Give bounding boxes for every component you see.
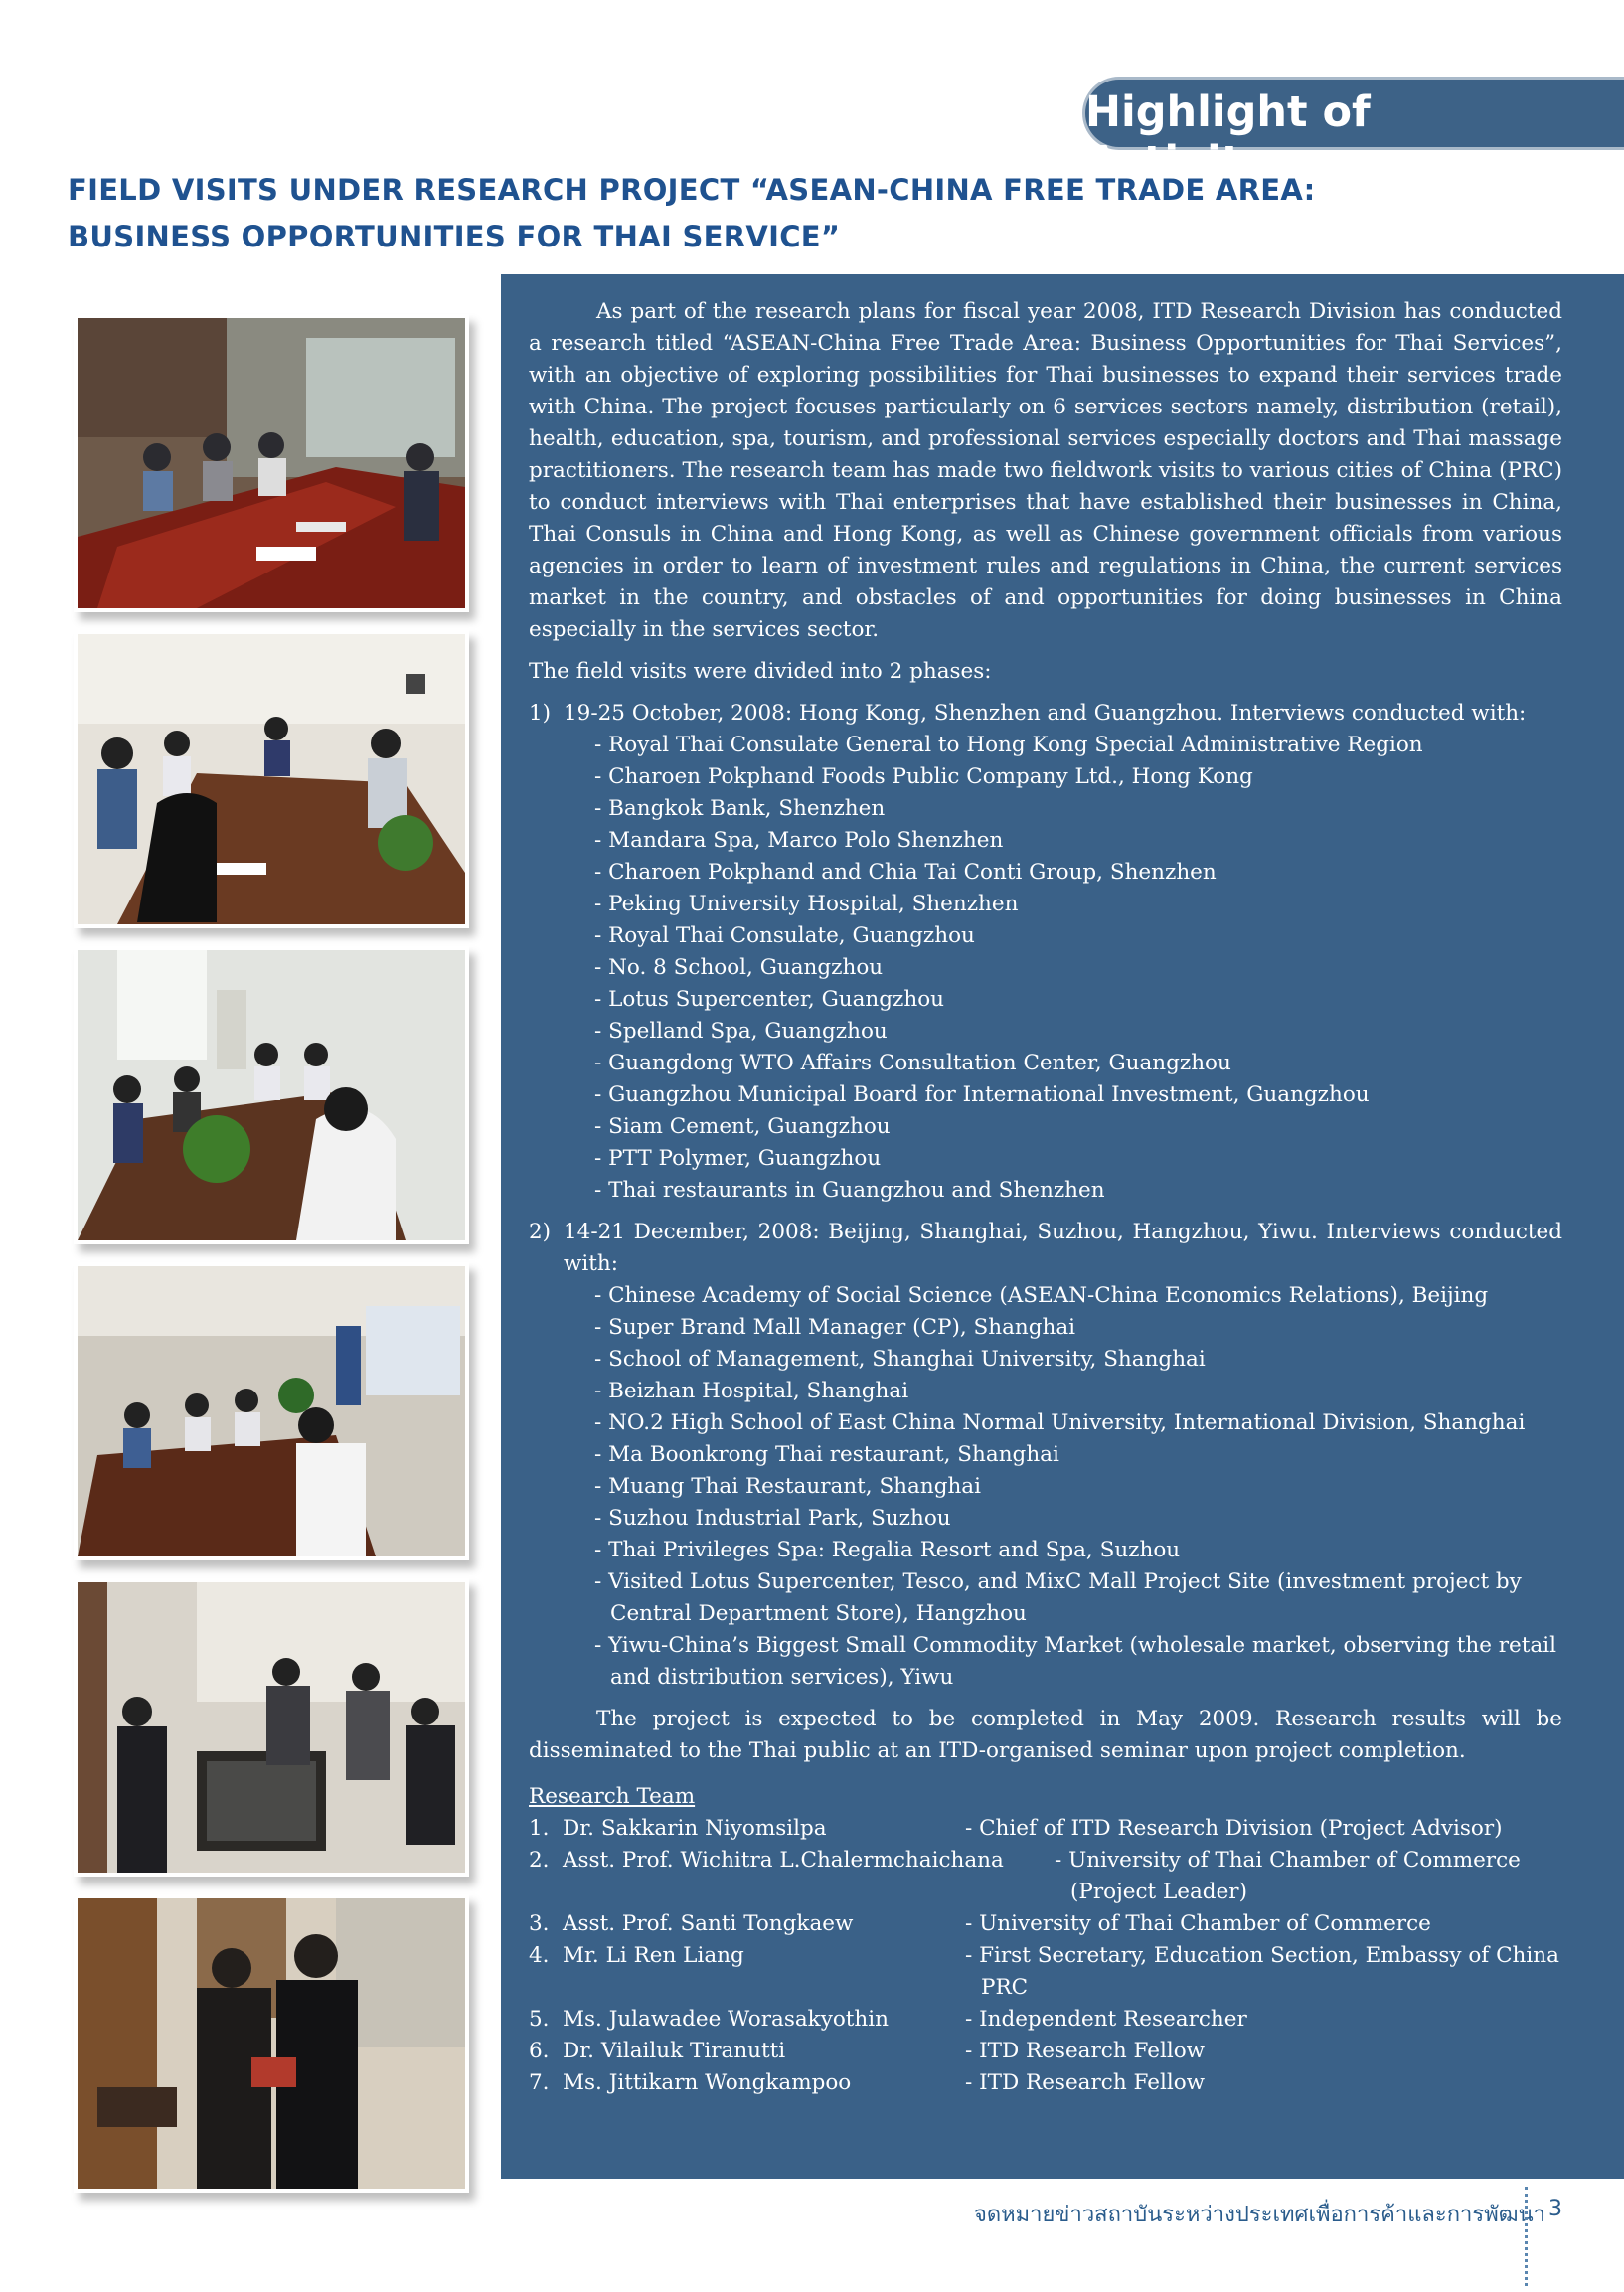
list-item: - Guangdong WTO Affairs Consultation Center, Guangzhou	[594, 1048, 1562, 1079]
list-item: - Suzhou Industrial Park, Suzhou	[594, 1503, 1562, 1535]
list-item: - Ma Boonkrong Thai restaurant, Shanghai	[594, 1439, 1562, 1471]
meeting-photo-6	[74, 1894, 469, 2193]
page-title-line-2: BUSINESS OPPORTUNITIES FOR THAI SERVICE”	[68, 220, 841, 253]
list-item: - Bangkok Bank, Shenzhen	[594, 793, 1562, 825]
list-item: - No. 8 School, Guangzhou	[594, 952, 1562, 984]
team-member-number: 7.	[529, 2070, 550, 2095]
phase-1-text: 19-25 October, 2008: Hong Kong, Shenzhen and Guangzhou. Interviews conducted with:	[564, 701, 1527, 726]
phase-1-number: 1)	[529, 701, 552, 726]
phase-2-text: 14-21 December, 2008: Beijing, Shanghai, Suzhou, Hangzhou, Yiwu. Interviews conducted with:	[564, 1220, 1562, 1276]
meeting-photo-1	[74, 314, 469, 612]
team-member-number: 5.	[529, 2007, 550, 2032]
list-item: - Peking University Hospital, Shenzhen	[594, 889, 1562, 920]
team-member-role: - ITD Research Fellow	[965, 2036, 1562, 2067]
research-team-heading: Research Team	[529, 1784, 696, 1809]
section-header-tab	[1085, 80, 1624, 187]
team-member-name: Asst. Prof. Wichitra L.Chalermchaichana	[563, 1848, 1004, 1873]
meeting-photo-4	[74, 1262, 469, 1560]
list-item: - Spelland Spa, Guangzhou	[594, 1016, 1562, 1048]
meeting-photo-3	[74, 946, 469, 1244]
conclusion-paragraph: The project is expected to be completed in May 2009. Research results will be disseminated to the Thai public at an ITD-organised seminar upon project completion.	[529, 1707, 1562, 1763]
list-item: - Royal Thai Consulate General to Hong Kong Special Administrative Region	[594, 730, 1562, 761]
team-member-number: 6.	[529, 2039, 550, 2063]
list-item: - PTT Polymer, Guangzhou	[594, 1143, 1562, 1175]
list-item: - Charoen Pokphand and Chia Tai Conti Group, Shenzhen	[594, 857, 1562, 889]
phase-2-number: 2)	[529, 1220, 552, 1244]
page-title	[68, 167, 1459, 260]
list-item: - Siam Cement, Guangzhou	[594, 1111, 1562, 1143]
team-member-row	[529, 1940, 1562, 2004]
list-item: - Visited Lotus Supercenter, Tesco, and MixC Mall Project Site (investment project by Central Department Store), Hangzhou	[594, 1566, 1562, 1630]
team-member-role: - First Secretary, Education Section, Embassy of China PRC	[965, 1940, 1562, 2004]
footer-divider	[1525, 2187, 1528, 2286]
team-member-row	[529, 1813, 1562, 1845]
team-member-role: - University of Thai Chamber of Commerce	[965, 1908, 1562, 1940]
list-item: - Royal Thai Consulate, Guangzhou	[594, 920, 1562, 952]
list-item: - Chinese Academy of Social Science (ASEAN-China Economics Relations), Beijing	[594, 1280, 1562, 1312]
list-item: - Yiwu-China’s Biggest Small Commodity Market (wholesale market, observing the retail and distribution services), Yiwu	[594, 1630, 1562, 1694]
intro-paragraph: As part of the research plans for fiscal year 2008, ITD Research Division has conducted a research titled “ASEAN-China Free Trade Area: Business Opportunities for Thai Services”, with an objective of exploring possibilities for Thai businesses to expand their services trade with China. The project focuses particularly on 6 services sectors namely, distribution (retail), health, education, spa, tourism, and professional services especially doctors and Thai massage practitioners. The research team has made two fieldwork visits to various cities of China (PRC) to conduct interviews with Thai enterprises that have established their businesses in China, Thai Consuls in China and Hong Kong, as well as Chinese government officials from various agencies in order to learn of investment rules and regulations in China, the current services market in the country, and obstacles of and opportunities for doing businesses in China especially in the services sector.	[529, 299, 1562, 642]
team-member-number: 4.	[529, 1943, 550, 1968]
phase-2	[529, 1217, 1562, 1280]
team-member-number: 1.	[529, 1816, 550, 1841]
newsletter-footer: จดหมายข่าวสถาบันระหว่างประเทศเพื่อการค้าและการพัฒนา	[974, 2203, 1545, 2227]
team-member-row	[529, 2004, 1562, 2036]
list-item: - Super Brand Mall Manager (CP), Shanghai	[594, 1312, 1562, 1344]
meeting-photo-5	[74, 1578, 469, 1877]
list-item: - Muang Thai Restaurant, Shanghai	[594, 1471, 1562, 1503]
list-item: - Mandara Spa, Marco Polo Shenzhen	[594, 825, 1562, 857]
list-item: - Thai Privileges Spa: Regalia Resort and Spa, Suzhou	[594, 1535, 1562, 1566]
article-body	[529, 296, 1562, 2099]
list-item: - Lotus Supercenter, Guangzhou	[594, 984, 1562, 1016]
meeting-photo-2	[74, 630, 469, 928]
team-member-name: Dr. Sakkarin Niyomsilpa	[563, 1816, 827, 1841]
list-item: - NO.2 High School of East China Normal University, International Division, Shanghai	[594, 1407, 1562, 1439]
team-member-name: Mr. Li Ren Liang	[563, 1943, 744, 1968]
team-member-row	[529, 2067, 1562, 2099]
team-member-name: Dr. Vilailuk Tiranutti	[563, 2039, 786, 2063]
phases-intro: The field visits were divided into 2 phases:	[529, 659, 992, 684]
team-member-number: 3.	[529, 1911, 550, 1936]
page-number: 3	[1548, 2197, 1562, 2221]
team-member-name: Ms. Jittikarn Wongkampoo	[563, 2070, 852, 2095]
list-item: - School of Management, Shanghai University, Shanghai	[594, 1344, 1562, 1376]
team-member-role: - ITD Research Fellow	[965, 2067, 1562, 2099]
phase-1-site-list	[529, 730, 1562, 1207]
list-item: - Thai restaurants in Guangzhou and Shenzhen	[594, 1175, 1562, 1207]
team-member-name: Ms. Julawadee Worasakyothin	[563, 2007, 890, 2032]
team-member-row	[529, 1845, 1562, 1908]
team-member-role: - University of Thai Chamber of Commerce (Project Leader)	[1055, 1845, 1562, 1908]
team-member-role: - Independent Researcher	[965, 2004, 1562, 2036]
team-member-row	[529, 2036, 1562, 2067]
section-header-label: Highlight of Activity	[1085, 87, 1371, 187]
team-member-number: 2.	[529, 1848, 550, 1873]
team-member-row	[529, 1908, 1562, 1940]
list-item: - Guangzhou Municipal Board for International Investment, Guangzhou	[594, 1079, 1562, 1111]
phase-1	[529, 698, 1562, 730]
list-item: - Beizhan Hospital, Shanghai	[594, 1376, 1562, 1407]
page-title-line-1: FIELD VISITS UNDER RESEARCH PROJECT “ASEAN-CHINA FREE TRADE AREA:	[68, 173, 1316, 207]
phase-2-site-list	[529, 1280, 1562, 1694]
team-member-role: - Chief of ITD Research Division (Project Advisor)	[965, 1813, 1562, 1845]
team-member-name: Asst. Prof. Santi Tongkaew	[563, 1911, 854, 1936]
list-item: - Charoen Pokphand Foods Public Company Ltd., Hong Kong	[594, 761, 1562, 793]
